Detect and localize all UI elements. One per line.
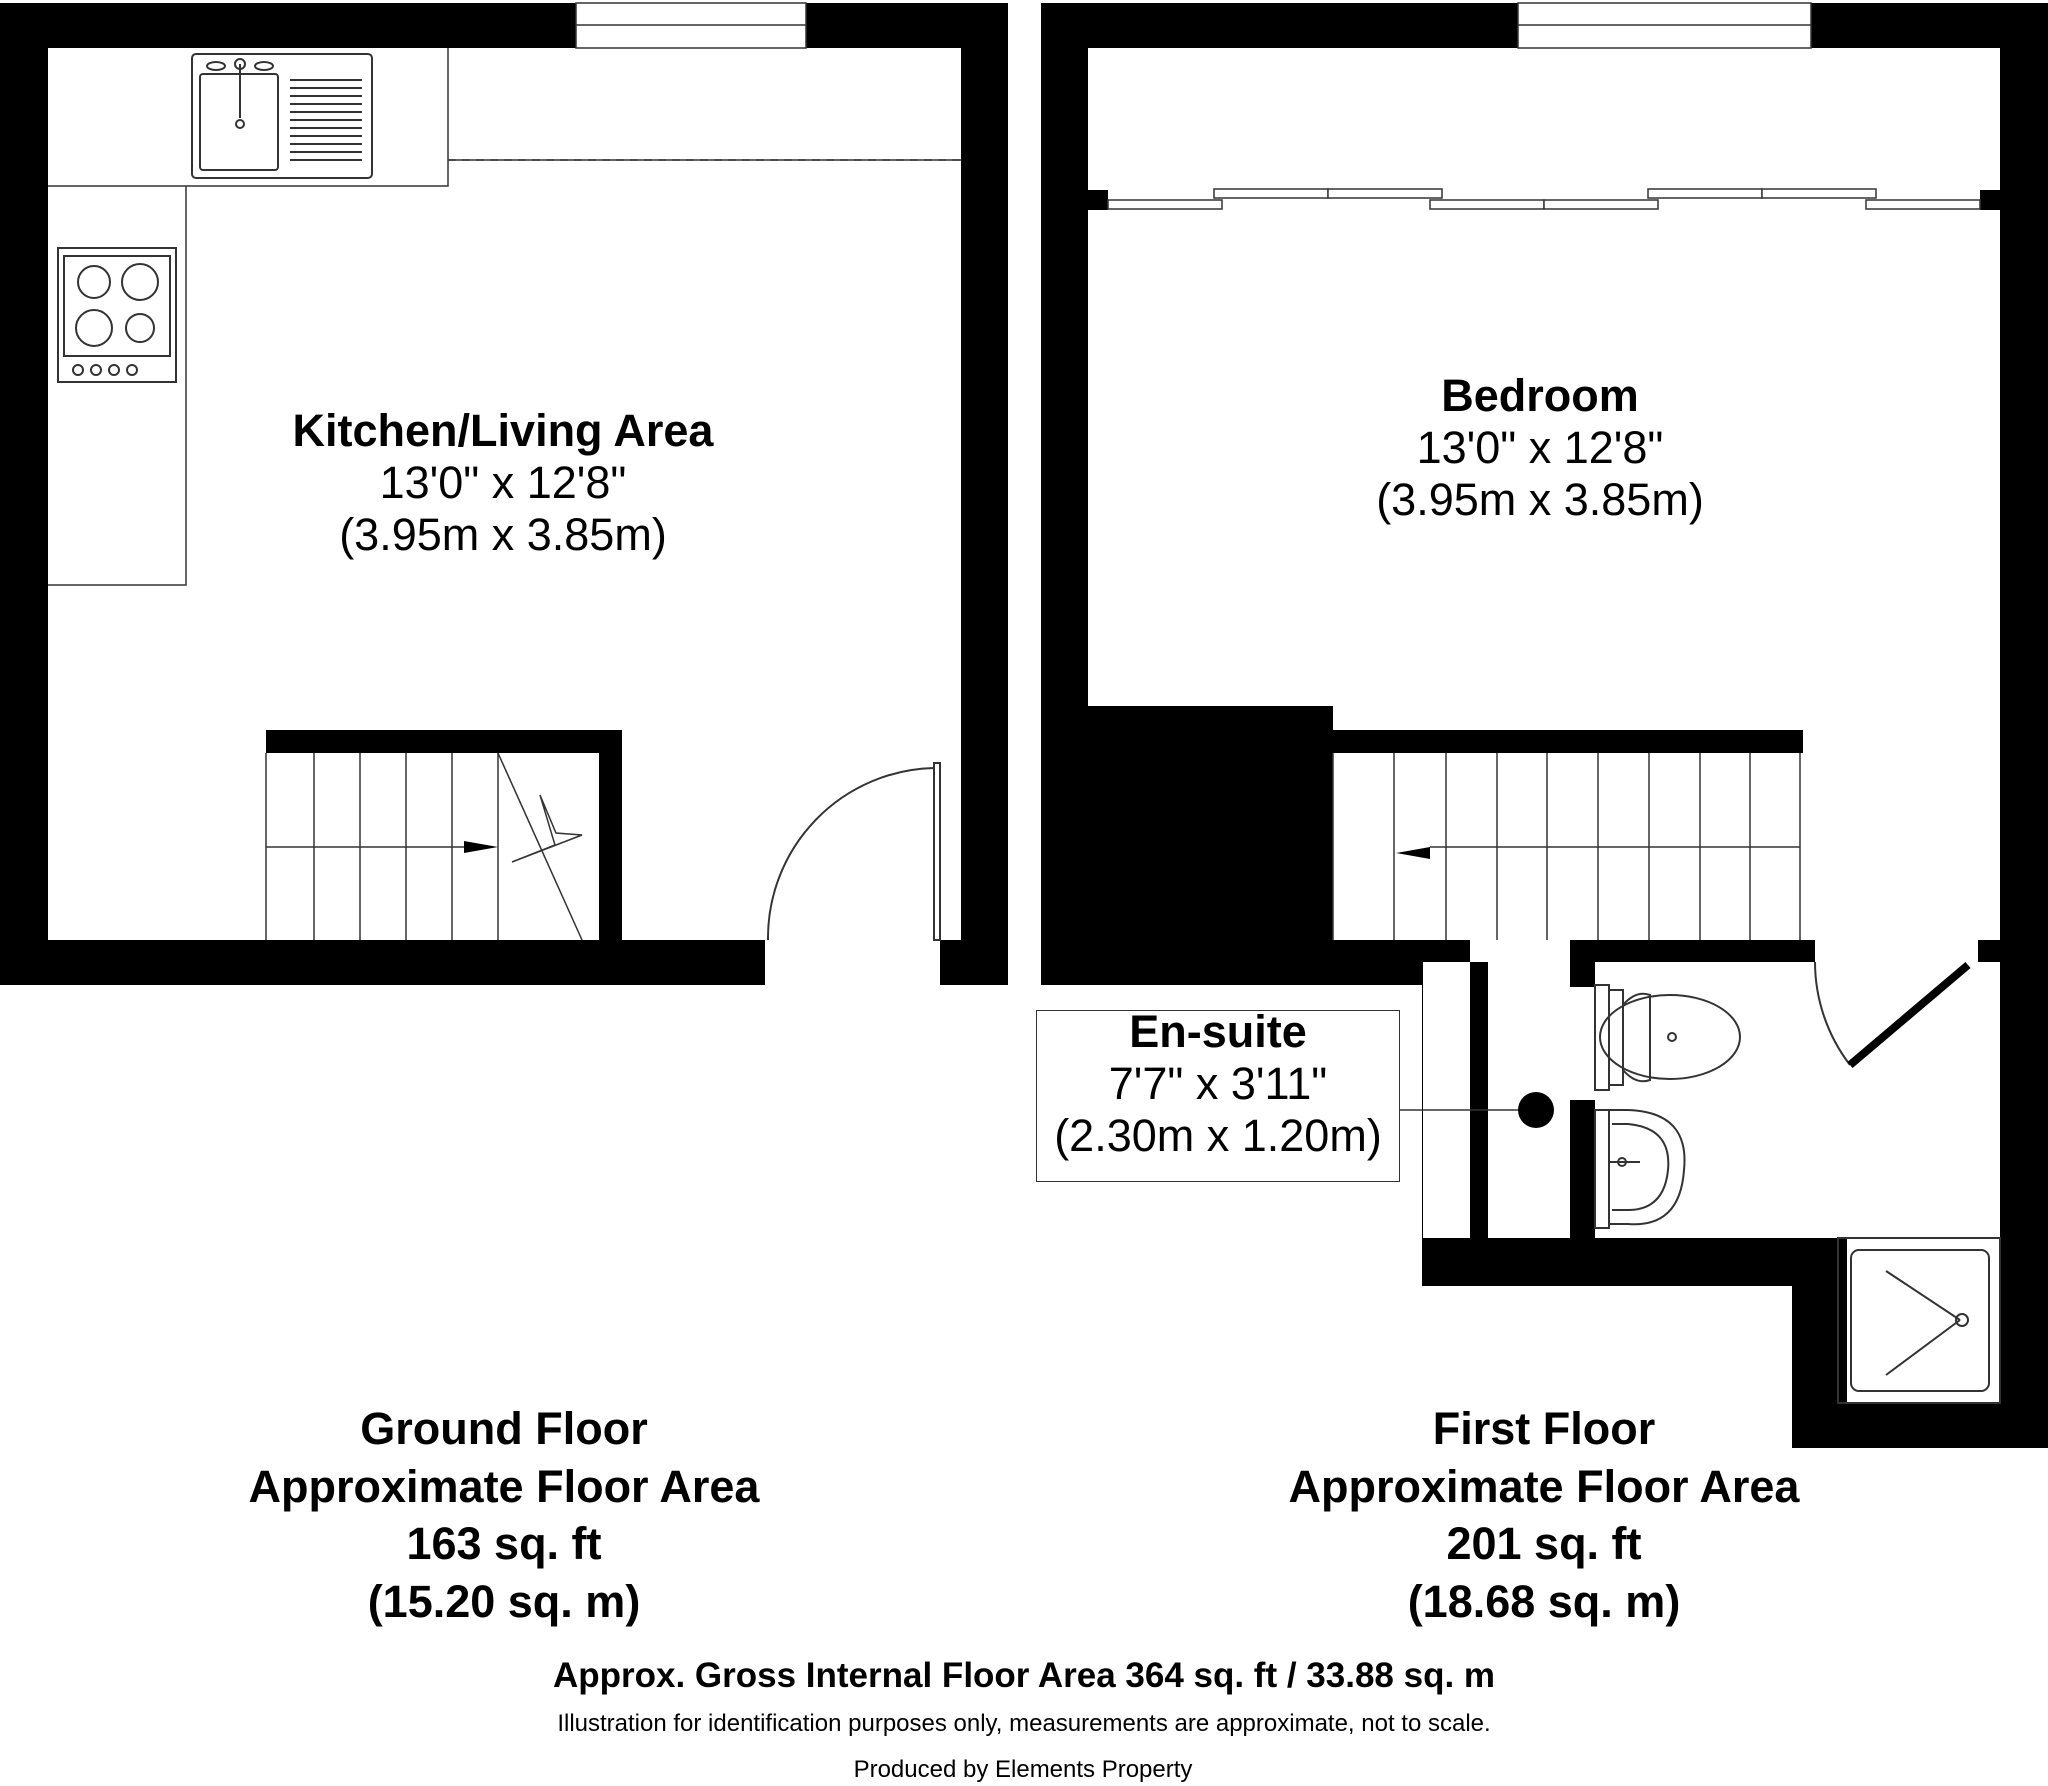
bedroom-dimensions-imperial: 13'0" x 12'8" <box>1416 422 1664 474</box>
bedroom-dimensions-metric: (3.95m x 3.85m) <box>1376 474 1704 526</box>
wardrobe-icon <box>1088 189 2000 210</box>
ensuite-label <box>1036 1006 1400 1163</box>
hob-icon <box>58 248 176 382</box>
ground-floor-title: Ground Floor <box>360 1403 648 1454</box>
ground-floor-sqm: (15.20 sq. m) <box>367 1575 641 1627</box>
stairs-icon <box>1333 753 1800 940</box>
disclaimer-text: Illustration for identification purposes only, measurements are approximate, not to scale. <box>557 1710 1491 1737</box>
producer-credit: Produced by Elements Property <box>853 1756 1193 1783</box>
first-floor-title: First Floor <box>1432 1403 1656 1454</box>
ground-floor-label <box>200 1400 808 1630</box>
sink-icon <box>192 54 372 178</box>
kitchen-label <box>250 405 756 562</box>
bedroom-name: Bedroom <box>1441 370 1639 421</box>
first-floor-subtitle: Approximate Floor Area <box>1288 1460 1800 1512</box>
ensuite-dimensions-metric: (2.30m x 1.20m) <box>1054 1110 1382 1162</box>
ground-floor-subtitle: Approximate Floor Area <box>248 1460 760 1512</box>
kitchen-dimensions-metric: (3.95m x 3.85m) <box>339 509 667 561</box>
ensuite-dimensions-imperial: 7'7" x 3'11" <box>1108 1058 1328 1110</box>
ground-floor-sqft: 163 sq. ft <box>406 1518 602 1570</box>
gross-area-text: Approx. Gross Internal Floor Area 364 sq. ft / 33.88 sq. m <box>552 1656 1496 1695</box>
bedroom-label <box>1310 370 1770 527</box>
shower-tray-icon <box>1838 1238 2000 1403</box>
door-swing-icon <box>768 763 940 940</box>
first-floor-sqft: 201 sq. ft <box>1446 1518 1642 1570</box>
ensuite-name: En-suite <box>1129 1006 1307 1057</box>
first-floor-sqm: (18.68 sq. m) <box>1407 1575 1681 1627</box>
kitchen-name: Kitchen/Living Area <box>292 405 714 456</box>
soil-pipe-icon <box>1518 1092 1554 1128</box>
stairs-icon <box>266 730 622 940</box>
kitchen-dimensions-imperial: 13'0" x 12'8" <box>379 457 627 509</box>
first-floor-plan <box>1041 3 2048 1448</box>
first-floor-label <box>1240 1400 1848 1630</box>
